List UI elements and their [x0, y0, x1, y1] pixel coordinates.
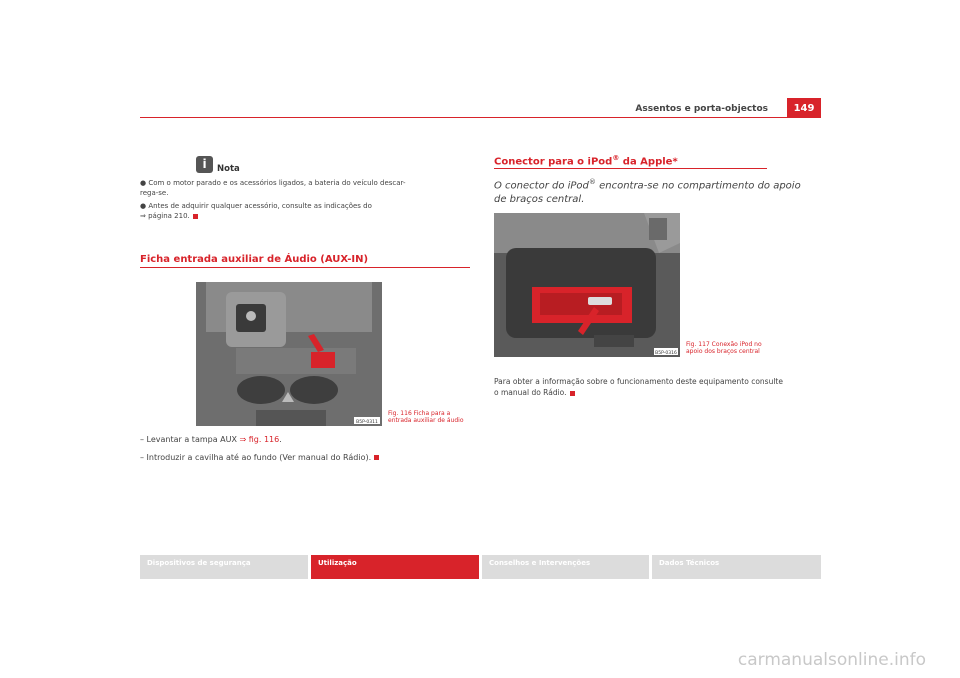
- watermark-text: carmanualsonline.info: [737, 650, 926, 670]
- ipod-intro-post: encontra-se no compartimento do apoio: [595, 180, 801, 192]
- ipod-body: [494, 376, 784, 398]
- note-title: Nota: [217, 164, 240, 174]
- aux-step-1-link[interactable]: ⇒ fig. 116: [239, 435, 280, 444]
- ipod-figure-caption: [686, 341, 762, 355]
- note-bullet-1-text: Com o motor parado e os acessórios ligados, a bateria do veículo descar-: [148, 179, 406, 187]
- ipod-body-line-1: Para obter a informação sobre o funcionamento deste equipamento consulte: [494, 377, 783, 386]
- page-header-title: Assentos e porta-objectos: [635, 104, 768, 114]
- end-marker-icon: [570, 391, 575, 396]
- note-bullet-2-text: Antes de adquirir qualquer acessório, consulte as indicações do: [148, 202, 372, 210]
- footer-tab-conselhos[interactable]: [482, 555, 649, 579]
- footer-tab-label: Dispositivos de segurança: [147, 559, 251, 567]
- note-bullet-1-cont: rega-se.: [140, 189, 169, 197]
- ipod-intro-pre: O conector do iPod: [494, 180, 589, 192]
- header-divider: [140, 117, 821, 118]
- note-bullet-2: ● Antes de adquirir qualquer acessório, consulte as indicações do ⇒ página 210.: [140, 202, 372, 220]
- footer-tab-label: Dados Técnicos: [659, 559, 720, 567]
- footer-tab-label: Utilização: [318, 559, 357, 567]
- ipod-intro: [494, 175, 801, 207]
- aux-step-1-end: .: [279, 435, 282, 444]
- ipod-heading-reg: ®: [612, 154, 620, 162]
- ipod-image-code: B5P-0316: [655, 351, 677, 356]
- footer-tab-dados[interactable]: [652, 555, 821, 579]
- ipod-body-line-2: o manual do Rádio.: [494, 388, 567, 397]
- ipod-heading-post: da Apple*: [619, 156, 678, 168]
- end-marker-icon: [193, 214, 198, 219]
- note-icon: i: [196, 156, 213, 173]
- aux-step-2-text: – Introduzir a cavilha até ao fundo (Ver manual do Rádio).: [140, 453, 372, 462]
- aux-figure-caption: [388, 410, 464, 424]
- note-bullet-1: ● Com o motor parado e os acessórios ligados, a bateria do veículo descar- rega-se.: [140, 178, 470, 198]
- footer-tab-dispositivos[interactable]: [140, 555, 308, 579]
- page-number: 149: [787, 98, 821, 118]
- ipod-heading-rule: [494, 168, 767, 169]
- aux-heading-rule: [140, 267, 470, 268]
- ipod-intro-reg: ®: [588, 178, 596, 186]
- ipod-heading-pre: Conector para o iPod: [494, 156, 613, 168]
- footer-tab-utilizacao[interactable]: [311, 555, 479, 579]
- aux-caption-line-1: Fig. 116 Ficha para a: [388, 410, 451, 417]
- ipod-caption-line-2: apoio dos braços central: [686, 348, 760, 355]
- ipod-section-heading: [494, 154, 678, 167]
- aux-section-heading: Ficha entrada auxiliar de Áudio (AUX-IN): [140, 254, 369, 265]
- aux-step-2: [140, 451, 379, 465]
- ipod-caption-line-1: Fig. 117 Conexão iPod no: [686, 341, 762, 348]
- aux-figure-image: [196, 282, 382, 426]
- footer-tab-label: Conselhos e Intervenções: [489, 559, 591, 567]
- aux-step-1-text: – Levantar a tampa AUX: [140, 435, 240, 444]
- aux-image-code: B5P-0311: [356, 420, 378, 425]
- note-bullet-2-link[interactable]: ⇒ página 210.: [140, 212, 190, 220]
- ipod-intro-line-2: de braços central.: [494, 194, 585, 206]
- aux-caption-line-2: entrada auxiliar de áudio: [388, 417, 464, 424]
- ipod-figure-image: [494, 213, 680, 357]
- end-marker-icon: [374, 455, 379, 460]
- aux-step-1: [140, 433, 282, 447]
